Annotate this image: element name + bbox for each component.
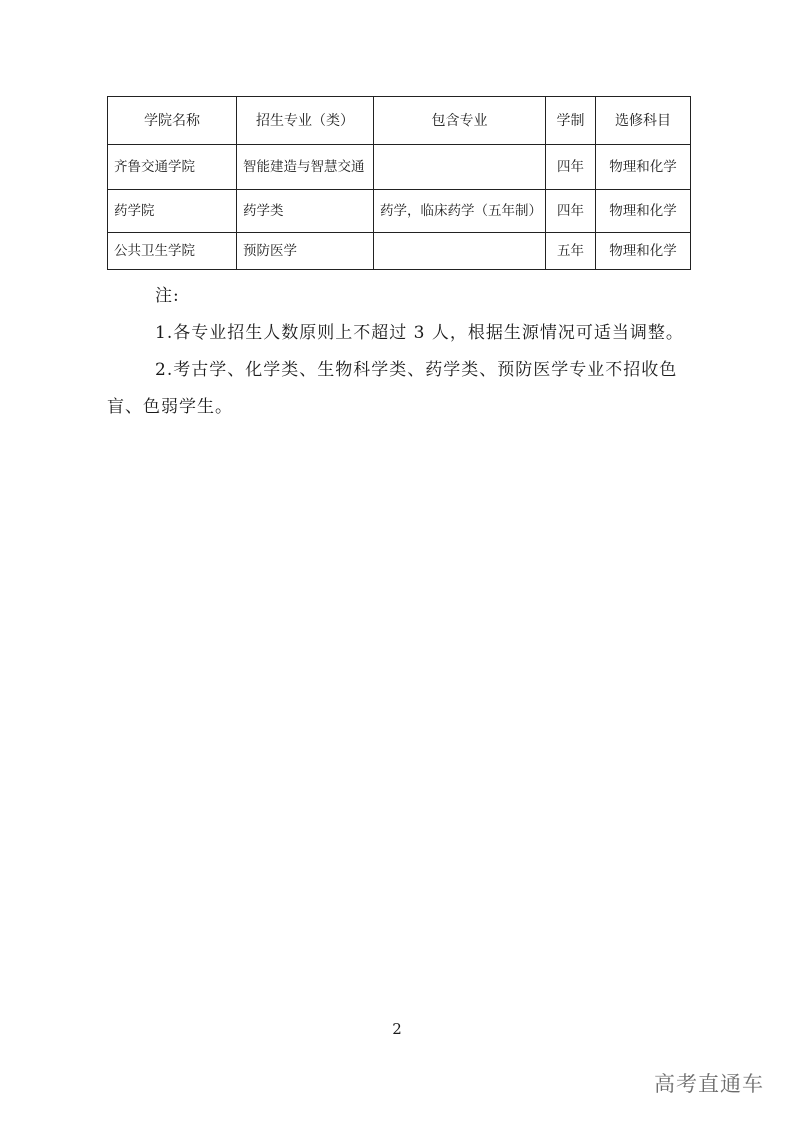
cell-college-name: 公共卫生学院 — [108, 233, 237, 270]
table-header-row — [108, 97, 691, 145]
cell-duration: 五年 — [546, 233, 596, 270]
header-major: 招生专业（类） — [237, 97, 374, 145]
cell-included-majors: 药学，临床药学（五年制） — [374, 190, 546, 233]
cell-elective-subjects: 物理和化学 — [596, 145, 691, 190]
page-number: 2 — [392, 1020, 402, 1038]
header-college-name: 学院名称 — [108, 97, 237, 145]
table-row — [108, 190, 691, 233]
note-item-1: 1.各专业招生人数原则上不超过 3 人，根据生源情况可适当调整。 — [155, 323, 684, 343]
cell-included-majors — [374, 233, 546, 270]
cell-college-name: 药学院 — [108, 190, 237, 233]
cell-elective-subjects: 物理和化学 — [596, 233, 691, 270]
cell-major: 预防医学 — [237, 233, 374, 270]
notes-heading: 注: — [155, 286, 180, 306]
notes-section — [107, 278, 687, 426]
cell-included-majors — [374, 145, 546, 190]
cell-major: 药学类 — [237, 190, 374, 233]
cell-elective-subjects: 物理和化学 — [596, 190, 691, 233]
table-row — [108, 233, 691, 270]
header-included-majors: 包含专业 — [374, 97, 546, 145]
header-duration: 学制 — [546, 97, 596, 145]
cell-major: 智能建造与智慧交通 — [237, 145, 374, 190]
watermark-text: 高考直通车 — [654, 1072, 764, 1096]
table-row — [108, 145, 691, 190]
header-elective-subjects: 选修科目 — [596, 97, 691, 145]
cell-college-name: 齐鲁交通学院 — [108, 145, 237, 190]
cell-duration: 四年 — [546, 190, 596, 233]
note-item-2: 2.考古学、化学类、生物科学类、药学类、预防医学专业不招收色盲、色弱学生。 — [107, 360, 678, 417]
majors-table — [107, 96, 691, 270]
cell-duration: 四年 — [546, 145, 596, 190]
